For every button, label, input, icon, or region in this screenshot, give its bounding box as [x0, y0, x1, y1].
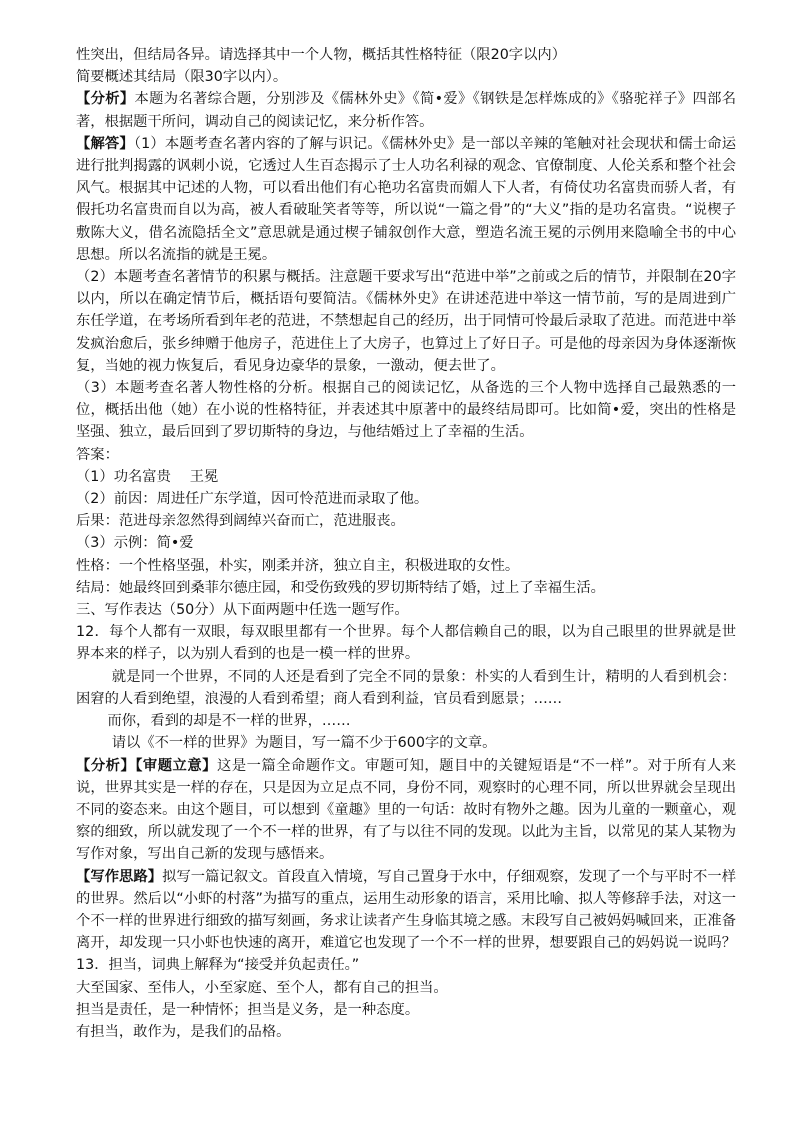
- answer-line: [76, 488, 736, 510]
- answer-paragraph: [76, 133, 736, 266]
- paragraph-text: （2）本题考查名著情节的积累与概括。注意题干要求写出“范进中举”之前或之后的情节，并限制在20字以内，所以在确定情节后，概括语句要简洁。《儒林外史》在讲述范进中举这一情节前，写的是周进到广东任学道，在考场所看到年老的范进，不禁想起自己的经历，出于同情可怜最后录取了范进。而范进中举发疯治愈后，张乡绅赠于他房子，范进住上了大房子，也算过上了好日子。可是他的母亲因为身体逐渐恢复，当她的视力恢复后，看见身边豪华的景象，一激动，便去世了。: [76, 269, 736, 374]
- section-label: 【解答】: [76, 135, 134, 152]
- document-page: [76, 44, 736, 1043]
- paragraph-text: （3）本题考查名著人物性格的分析。根据自己的阅读记忆，从备选的三个人物中选择自己最熟悉的一位，概括出他（她）在小说的性格特征，并表述其中原著中的最终结局即可。比如简•爱，突出的性格是坚强、独立，最后回到了罗切斯特的身边，与他结婚过上了幸福的生活。: [76, 380, 736, 441]
- answer-line: [76, 510, 736, 532]
- question-continuation: [76, 44, 736, 66]
- paragraph-text: 大至国家、至伟人，小至家庭、至个人，都有自己的担当。: [76, 979, 448, 996]
- paragraph-text: （3）示例：简•爱: [76, 535, 194, 552]
- question-paragraph: [76, 621, 736, 665]
- paragraph-text: 有担当，敢作为，是我们的品格。: [76, 1023, 291, 1040]
- paragraph-text: 性格：一个性格坚强，朴实，刚柔并济，独立自主，积极进取的女性。: [76, 557, 520, 574]
- paragraph-text: 简要概述其结局（限30字以内）。: [76, 69, 288, 86]
- paragraph-text: 本题为名著综合题，分别涉及《儒林外史》《简•爱》《钢铁是怎样炼成的》《骆驼祥子》四部名著，根据题干所问，调动自己的阅读记忆，来分析作答。: [76, 91, 737, 130]
- answer-paragraph: [76, 377, 736, 444]
- section-label: 【写作思路】: [76, 868, 163, 885]
- paragraph-text: 就是同一个世界，不同的人还是看到了完全不同的景象：朴实的人看到生计，精明的人看到机会：困窘的人看到绝望，浪漫的人看到希望；商人看到利益，官员看到愿景；……: [76, 668, 736, 707]
- answer-line: [76, 466, 736, 488]
- paragraph-text: 后果：范进母亲忽然得到阔绰兴奋而亡，范进服丧。: [76, 513, 405, 530]
- paragraph-text: 答案：: [76, 446, 119, 463]
- question-prompt: [76, 732, 736, 754]
- question-continuation: [76, 66, 736, 88]
- paragraph-text: 性突出，但结局各异。请选择其中一个人物，概括其性格特征（限20字以内）: [76, 47, 566, 63]
- question-paragraph: [76, 666, 736, 710]
- question-paragraph: [76, 977, 736, 999]
- question-paragraph: [76, 710, 736, 732]
- section-heading: [76, 599, 736, 621]
- paragraph-text: 请以《不一样的世界》为题目，写一篇不少于600字的文章。: [111, 735, 497, 752]
- analysis-paragraph: [76, 88, 736, 132]
- section-label: 【分析】: [76, 91, 135, 108]
- paragraph-text: 结局：她最终回到桑菲尔德庄园，和受伤致残的罗切斯特结了婚，过上了幸福生活。: [76, 579, 605, 596]
- answer-heading: [76, 444, 736, 466]
- paragraph-text: 三、写作表达（50分）从下面两题中任选一题写作。: [76, 602, 409, 619]
- question-paragraph: [76, 999, 736, 1021]
- answer-line: [76, 577, 736, 599]
- paragraph-text: （1）功名富贵 王冕: [76, 468, 219, 485]
- paragraph-text: （2）前因：周进任广东学道，因可怜范进而录取了他。: [76, 491, 429, 508]
- paragraph-text: 这是一篇全命题作文。审题可知，题目中的关键短语是“不一样”。对于所有人来说，世界其实是一样的存在，只是因为立足点不同，身份不同，观察时的心理不同，所以世界就会呈现出不同的姿态来。由这个题目，可以想到《童趣》里的一句话：故时有物外之趣。因为儿童的一颗童心，观察的细致，所以就发现了一个不一样的世界，有了与以往不同的发现。以此为主旨，以常见的某人某物为写作对象，写出自己新的发现与感悟来。: [76, 757, 736, 863]
- paragraph-text: 12．每个人都有一双眼，每双眼里都有一个世界。每个人都信赖自己的眼，以为自己眼里的世界就是世界本来的样子，以为别人看到的也是一模一样的世界。: [76, 624, 736, 663]
- analysis-paragraph: [76, 755, 736, 866]
- answer-line: [76, 555, 736, 577]
- answer-paragraph: [76, 266, 736, 377]
- writing-approach-paragraph: [76, 866, 736, 977]
- answer-line: [76, 532, 736, 554]
- paragraph-text: 拟写一篇记叙文。首段直入情境，写自己置身于水中，仔细观察，发现了一个与平时不一样的世界。然后以“小虾的村落”为描写的重点，运用生动形象的语言，采用比喻、拟人等修辞手法，对这一个不一样的世界进行细致的描写刻画，务求让读者产生身临其境之感。末段写自己被妈妈喊回来，正准备离开，却发现一只小虾也快速的离开，难道它也发现了一个不一样的世界，想要跟自己的妈妈说一说吗？13．担当，词典上解释为“接受并负起责任。”: [76, 868, 736, 974]
- paragraph-text: （1）本题考查名著内容的了解与识记。《儒林外史》是一部以辛辣的笔触对社会现状和儒士命运进行批判揭露的讽刺小说，它透过人生百态揭示了士人功名利禄的观念、官僚制度、人伦关系和整个社会风气。根据其中记述的人物，可以看出他们有心艳功名富贵而媚人下人者，有倚仗功名富贵而骄人者，有假托功名富贵而自以为高，被人看破耻笑者等等，所以说“一篇之骨”的“大义”指的是功名富贵。“说楔子敷陈大义，借名流隐括全文”意思就是通过楔子铺叙创作大意，塑造名流王冕的示例用来隐喻全书的中心思想。所以名流指的就是王冕。: [76, 135, 736, 263]
- question-paragraph: [76, 1021, 736, 1043]
- paragraph-text: 担当是责任，是一种情怀；担当是义务，是一种态度。: [76, 1001, 420, 1018]
- section-label: 【分析】【审题立意】: [76, 757, 217, 774]
- paragraph-text: 而你，看到的却是不一样的世界，……: [107, 713, 351, 730]
